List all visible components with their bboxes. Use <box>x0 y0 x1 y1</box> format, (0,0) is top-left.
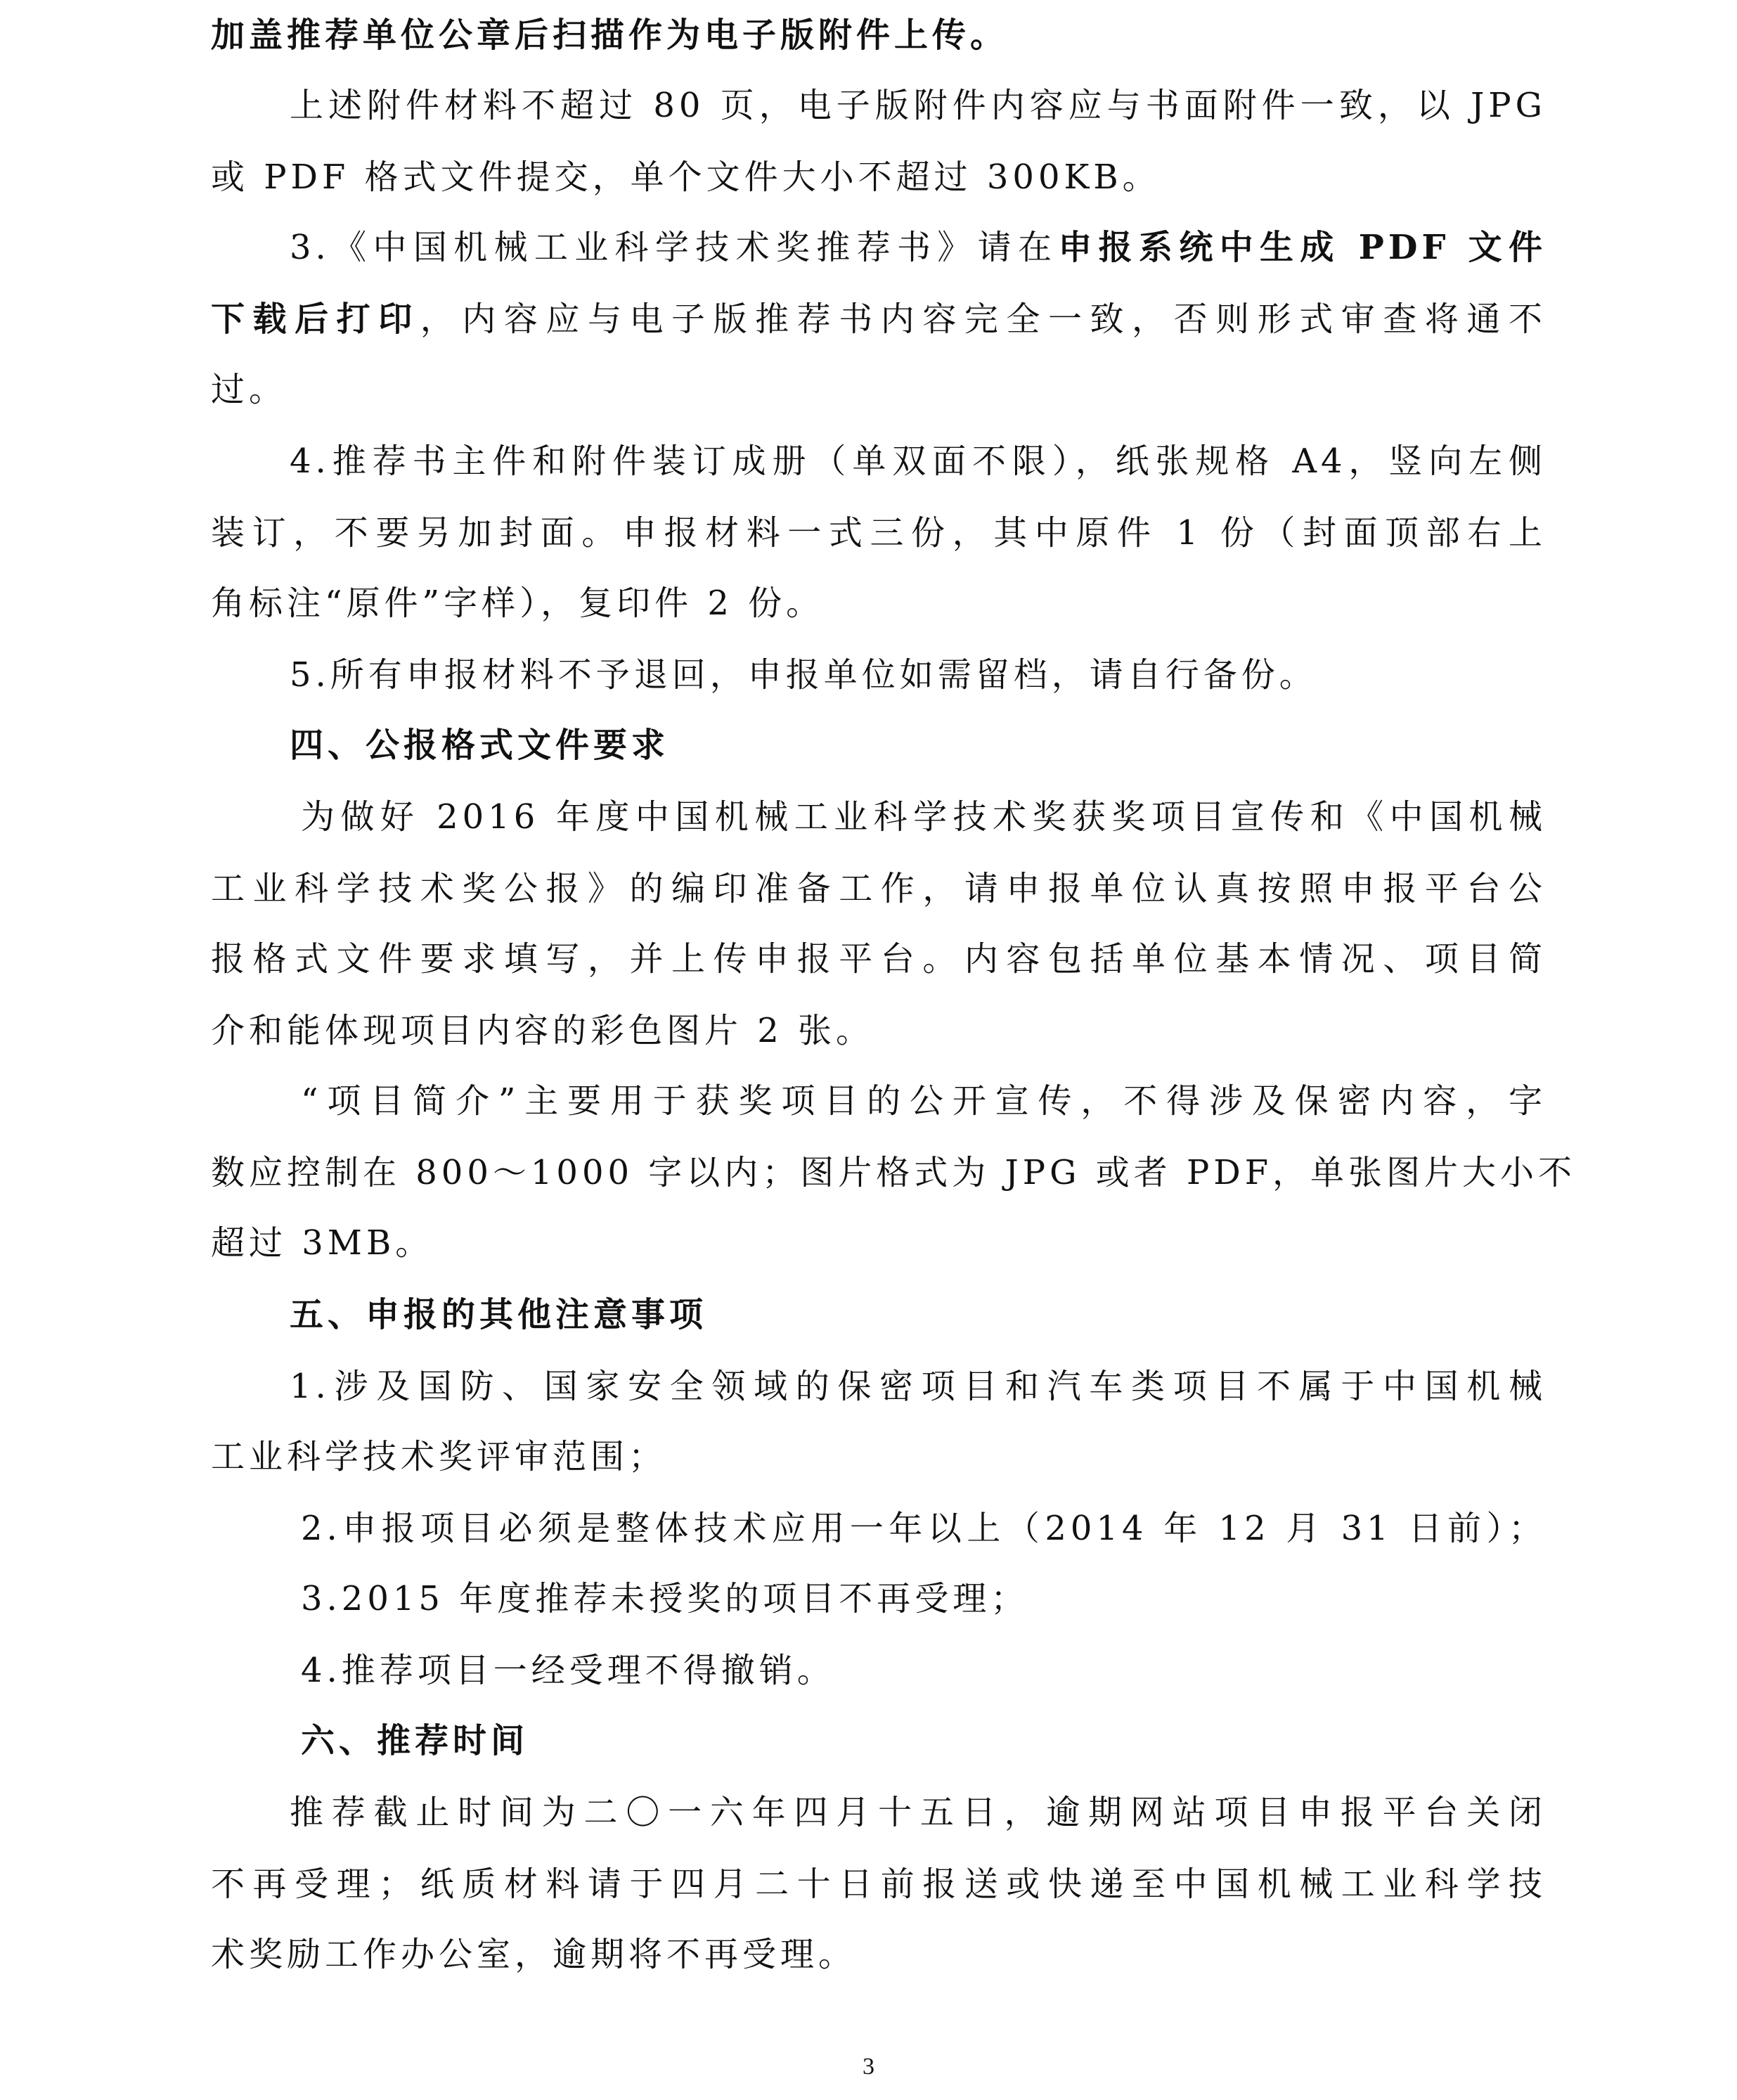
heading-text: 六、推荐时间 <box>301 1721 529 1760</box>
text: 推荐截止时间为二〇一六年四月十五日，逾期网站项目申报平台关闭 <box>290 1793 1546 1832</box>
paragraph-line <box>211 156 1546 198</box>
text: 上述附件材料不超过 80 页，电子版附件内容应与书面附件一致，以 JPG <box>290 86 1546 125</box>
text: 4.推荐书主件和附件装订成册（单双面不限），纸张规格 A4，竖向左侧 <box>290 442 1546 481</box>
paragraph-line <box>290 226 1546 269</box>
paragraph-line <box>301 1080 1546 1122</box>
text: 不再受理；纸质材料请于四月二十日前报送或快递至中国机械工业科学技 <box>211 1864 1546 1904</box>
paragraph-line <box>211 1933 1546 1976</box>
section-heading <box>290 1294 1546 1336</box>
paragraph-line <box>211 512 1546 554</box>
section-heading <box>290 724 1546 766</box>
bold-text: 加盖推荐单位公章后扫描作为电子版附件上传。 <box>211 15 1009 55</box>
paragraph-line <box>290 1791 1546 1834</box>
page-number: 3 <box>863 2054 874 2080</box>
paragraph-line <box>211 582 1546 624</box>
paragraph-line <box>211 14 1546 56</box>
text: 工业科学技术奖评审范围； <box>211 1437 667 1476</box>
paragraph-line <box>290 440 1546 482</box>
paragraph-line <box>211 298 1546 340</box>
paragraph-line <box>211 1863 1546 1905</box>
text: 介和能体现项目内容的彩色图片 2 张。 <box>211 1011 874 1050</box>
section-heading <box>301 1720 1546 1762</box>
text: ，内容应与电子版推荐书内容完全一致，否则形式审查将通不 <box>420 299 1546 339</box>
bold-text: 下载后打印 <box>211 299 420 339</box>
text: 装订，不要另加封面。申报材料一式三份，其中原件 1 份（封面顶部右上 <box>211 513 1546 553</box>
text: 1.涉及国防、国家安全领域的保密项目和汽车类项目不属于中国机械 <box>290 1367 1546 1406</box>
paragraph-line <box>301 1507 1546 1550</box>
text: 术奖励工作办公室，逾期将不再受理。 <box>211 1935 857 1974</box>
heading-text: 四、公报格式文件要求 <box>290 726 670 765</box>
text: 为做好 2016 年度中国机械工业科学技术奖获奖项目宣传和《中国机械 <box>301 797 1546 837</box>
text: 过。 <box>211 370 288 409</box>
paragraph-line <box>211 1010 1546 1052</box>
text: 5.所有申报材料不予退回，申报单位如需留档，请自行备份。 <box>290 655 1317 695</box>
text: 2.申报项目必须是整体技术应用一年以上（2014 年 12 月 31 日前）； <box>301 1509 1546 1548</box>
paragraph-line <box>211 1222 1546 1264</box>
paragraph-line <box>301 1649 1546 1692</box>
text: 超过 3MB。 <box>211 1223 434 1263</box>
text: 或 PDF 格式文件提交，单个文件大小不超过 300KB。 <box>211 157 1161 197</box>
paragraph-line <box>301 1578 1546 1620</box>
text: 工业科学技术奖公报》的编印准备工作，请申报单位认真按照申报平台公 <box>211 869 1546 908</box>
text: 3.《中国机械工业科学技术奖推荐书》请在 <box>290 228 1059 267</box>
paragraph-line <box>211 1152 1577 1194</box>
paragraph-line <box>211 1436 1546 1478</box>
paragraph-line <box>211 368 1546 411</box>
bold-text: 申报系统中生成 PDF 文件 <box>1058 228 1546 267</box>
text: “项目简介”主要用于获奖项目的公开宣传，不得涉及保密内容，字 <box>301 1081 1546 1121</box>
paragraph-line <box>290 654 1546 696</box>
paragraph-line <box>211 868 1546 910</box>
heading-text: 五、申报的其他注意事项 <box>290 1295 708 1334</box>
paragraph-line <box>211 938 1546 980</box>
text: 4.推荐项目一经受理不得撤销。 <box>301 1651 835 1690</box>
text: 角标注“原件”字样），复印件 2 份。 <box>211 584 825 623</box>
text: 数应控制在 800～1000 字以内；图片格式为 JPG 或者 PDF，单张图片大小不 <box>211 1153 1577 1192</box>
paragraph-line <box>290 1365 1546 1407</box>
paragraph-line <box>301 796 1546 838</box>
text: 3.2015 年度推荐未授奖的项目不再受理； <box>301 1579 1029 1618</box>
text: 报格式文件要求填写，并上传申报平台。内容包括单位基本情况、项目简 <box>211 939 1546 979</box>
paragraph-line <box>290 84 1546 127</box>
